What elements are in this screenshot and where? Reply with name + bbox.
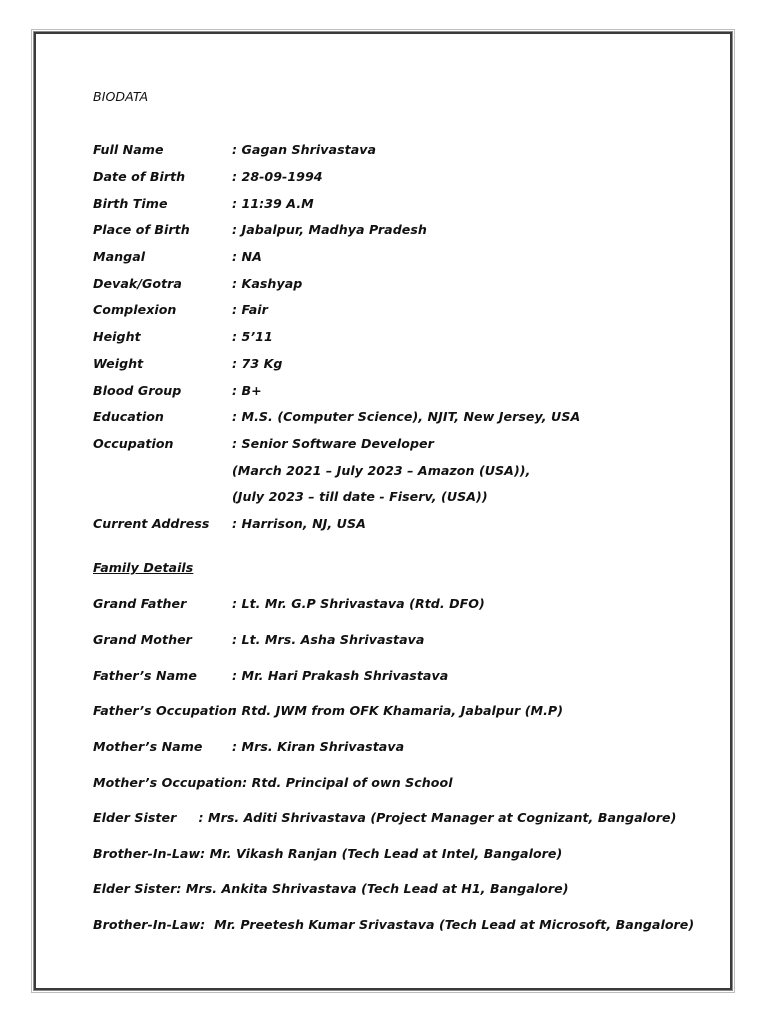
complexion-label: Complexion — [93, 302, 177, 317]
occupation-label: Occupation — [93, 436, 174, 451]
occupation-value: : Senior Software Developer — [232, 436, 434, 451]
mangal-value: : NA — [232, 249, 262, 264]
grand-father-label: Grand Father — [93, 596, 187, 611]
full-name-value: : Gagan Shrivastava — [232, 142, 377, 157]
grand-mother-label: Grand Mother — [93, 632, 192, 647]
elder-sister-line: Elder Sister: Mrs. Ankita Shrivastava (Tech Lead at H1, Bangalore) — [93, 881, 569, 896]
birth-time-value: : 11:39 A.M — [232, 196, 314, 211]
birth-time-label: Birth Time — [93, 196, 168, 211]
devak-gotra-value: : Kashyap — [232, 276, 303, 291]
mangal-label: Mangal — [93, 249, 146, 264]
document-title: BIODATA — [93, 89, 149, 104]
date-of-birth-value: : 28-09-1994 — [232, 169, 323, 184]
full-name-label: Full Name — [93, 142, 164, 157]
education-value: : M.S. (Computer Science), NJIT, New Jersey, USA — [232, 409, 581, 424]
height-label: Height — [93, 329, 141, 344]
date-of-birth-label: Date of Birth — [93, 169, 186, 184]
current-address-value: : Harrison, NJ, USA — [232, 516, 366, 531]
weight-value: : 73 Kg — [232, 356, 283, 371]
fathers-occupation-label: Father’s Occupation — [93, 703, 237, 718]
occupation-history-line: (July 2023 – till date - Fiserv, (USA)) — [232, 489, 488, 504]
place-of-birth-value: : Jabalpur, Madhya Pradesh — [232, 222, 427, 237]
weight-label: Weight — [93, 356, 144, 371]
fathers-name-label: Father’s Name — [93, 668, 197, 683]
brother-in-law-line: Brother-In-Law: Mr. Vikash Ranjan (Tech Lead at Intel, Bangalore) — [93, 846, 563, 861]
family-details-heading: Family Details — [93, 560, 194, 575]
grand-father-value: : Lt. Mr. G.P Shrivastava (Rtd. DFO) — [232, 596, 485, 611]
place-of-birth-label: Place of Birth — [93, 222, 190, 237]
brother-in-law-line: Brother-In-Law: Mr. Preetesh Kumar Srivastava (Tech Lead at Microsoft, Bangalore) — [93, 917, 695, 932]
fathers-name-value: : Mr. Hari Prakash Shrivastava — [232, 668, 449, 683]
occupation-history-line: (March 2021 – July 2023 – Amazon (USA)), — [232, 463, 531, 478]
height-value: : 5’11 — [232, 329, 273, 344]
current-address-label: Current Address — [93, 516, 210, 531]
fathers-occupation-value: : Rtd. JWM from OFK Khamaria, Jabalpur (M.P) — [232, 703, 564, 718]
blood-group-label: Blood Group — [93, 383, 182, 398]
mothers-occupation-line: Mother’s Occupation: Rtd. Principal of own School — [93, 775, 453, 790]
grand-mother-value: : Lt. Mrs. Asha Shrivastava — [232, 632, 425, 647]
elder-sister-line: Elder Sister : Mrs. Aditi Shrivastava (Project Manager at Cognizant, Bangalore) — [93, 810, 677, 825]
complexion-value: : Fair — [232, 302, 268, 317]
mothers-name-label: Mother’s Name — [93, 739, 203, 754]
devak-gotra-label: Devak/Gotra — [93, 276, 182, 291]
blood-group-value: : B+ — [232, 383, 262, 398]
education-label: Education — [93, 409, 164, 424]
mothers-name-value: : Mrs. Kiran Shrivastava — [232, 739, 405, 754]
